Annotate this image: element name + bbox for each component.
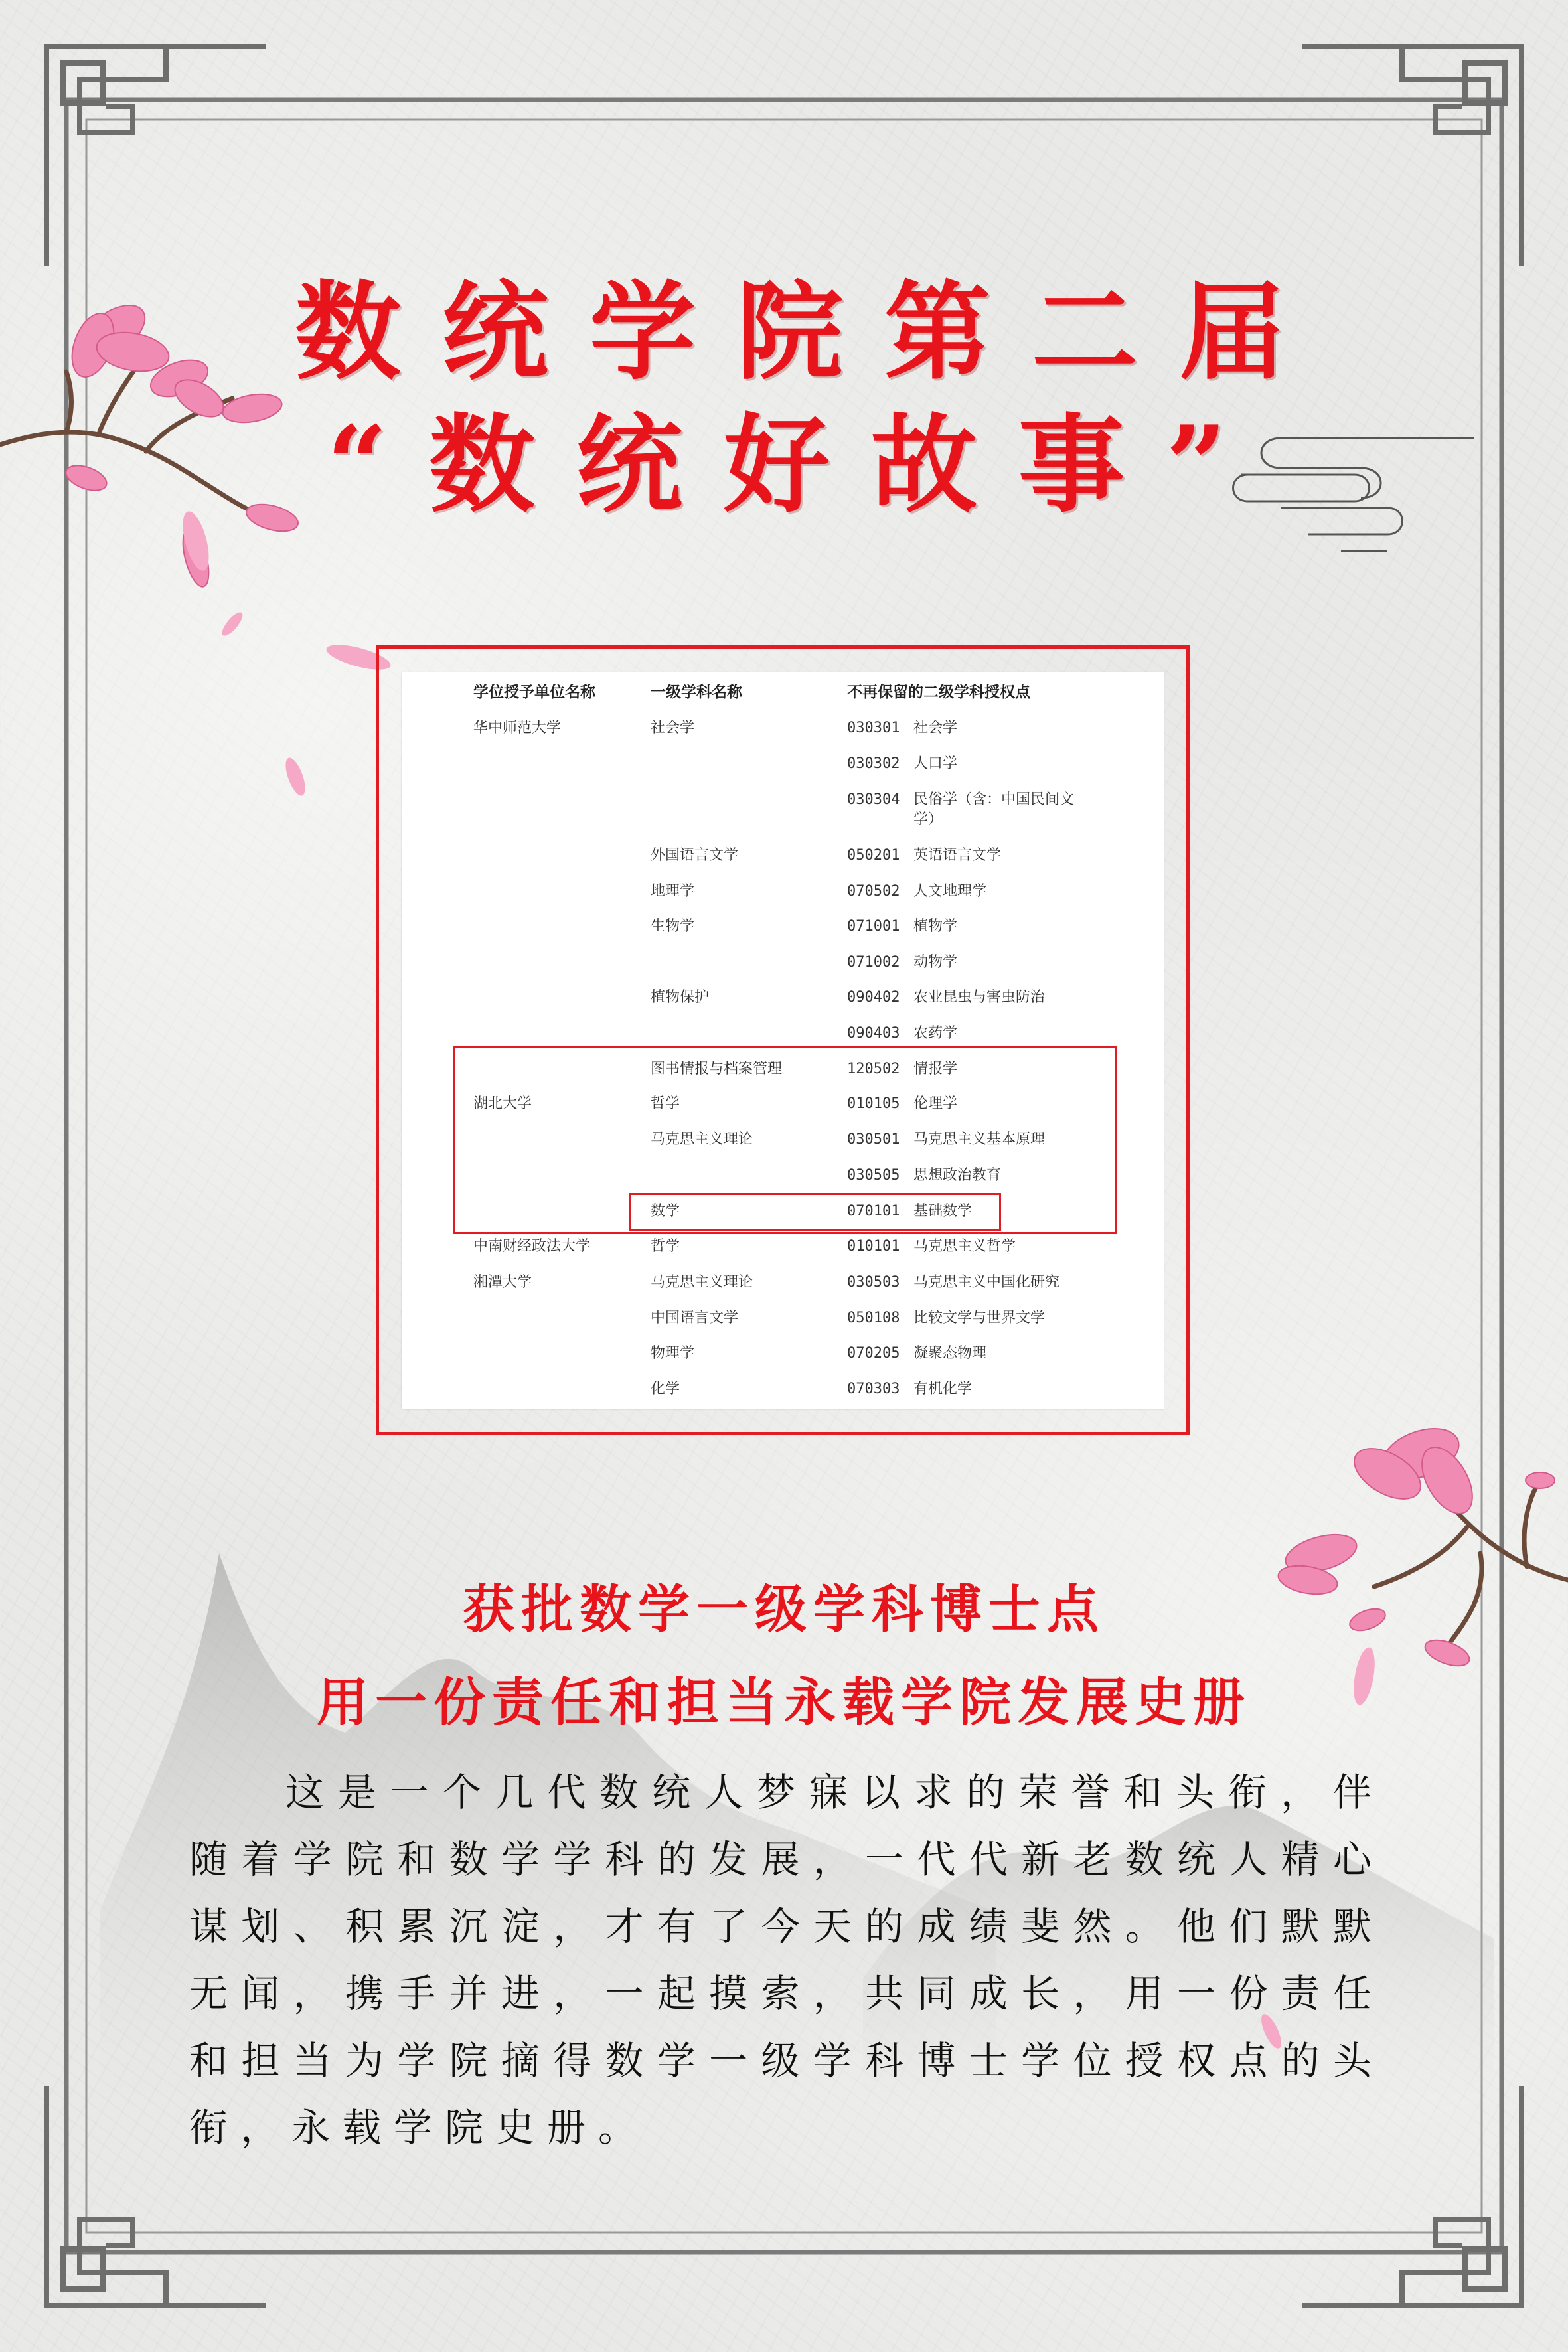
table-cell-unit: 中南财经政法大学 [473,1238,591,1255]
table-cell-name: 社会学 [913,720,958,736]
table-cell-code: 071001 [847,918,900,935]
table-cell-code: 120502 [847,1061,900,1077]
table-cell-name: 英语语言文学 [913,847,1002,864]
table-cell-name: 基础数学 [913,1203,973,1219]
table-cell-name: 马克思主义基本原理 [913,1131,1046,1148]
table-cell-discipline: 化学 [651,1381,680,1397]
petal [219,604,246,644]
table-cell-name: 有机化学 [913,1381,973,1397]
table-cell-discipline: 中国语言文学 [651,1310,739,1326]
poster-title-line2: “数统好故事” [326,402,1269,527]
table-cell-code: 030503 [847,1274,900,1291]
table-cell-discipline: 哲学 [651,1238,680,1255]
table-cell-discipline: 植物保护 [651,989,710,1006]
table-cell-code: 090402 [847,989,900,1006]
table-cell-code: 090403 [847,1025,900,1042]
table-cell-name: 人文地理学 [913,883,987,900]
table-cell-discipline: 哲学 [651,1095,680,1112]
table-cell-name: 农业昆虫与害虫防治 [913,989,1046,1006]
subtitle-line2: 用一份责任和担当永载学院发展史册 [316,1672,1251,1733]
petal [282,750,309,803]
table-cell-code: 030505 [847,1167,900,1184]
table-cell-name: 植物学 [913,918,958,935]
table-cell-name: 思想政治教育 [913,1167,1002,1184]
table-cell-name: 凝聚态物理 [913,1345,987,1362]
table-cell-name: 伦理学 [913,1095,958,1112]
table-cell-code: 070303 [847,1381,900,1397]
table-cell-unit: 华中师范大学 [473,720,562,736]
table-cell-code: 050201 [847,847,900,864]
table-cell-unit: 湘潭大学 [473,1274,532,1291]
table-cell-discipline: 地理学 [651,883,695,900]
math-row-highlight [629,1193,1001,1231]
table-cell-name-cont: 学） [913,811,943,828]
body-paragraph-block [189,1759,1384,2161]
poster-title-line1: 数统学院第二届 [294,270,1326,394]
table-cell-name: 动物学 [913,954,958,971]
table-cell-name: 情报学 [913,1061,958,1077]
table-header-unit: 学位授予单位名称 [473,684,595,701]
table-cell-unit: 湖北大学 [473,1095,532,1112]
table-cell-code: 050108 [847,1310,900,1326]
table-cell-discipline: 外国语言文学 [651,847,739,864]
table-cell-name: 民俗学（含：中国民间文 [913,791,1075,808]
table-cell-discipline: 图书情报与档案管理 [651,1061,783,1077]
discipline-table [402,672,1164,1409]
table-cell-discipline: 数学 [651,1203,680,1219]
table-cell-name: 比较文学与世界文学 [913,1310,1046,1326]
table-cell-discipline: 马克思主义理论 [651,1131,753,1148]
table-cell-name: 人口学 [913,755,958,772]
table-cell-discipline: 马克思主义理论 [651,1274,753,1291]
table-cell-code: 030304 [847,791,900,808]
table-cell-name: 马克思主义哲学 [913,1238,1016,1255]
table-cell-code: 030501 [847,1131,900,1148]
table-cell-discipline: 物理学 [651,1345,695,1362]
table-cell-name: 农药学 [913,1025,958,1042]
subtitle-line1: 获批数学一级学科博士点 [462,1579,1105,1640]
table-header-discipline: 一级学科名称 [651,684,742,701]
body-paragraph: 这是一个几代数统人梦寐以求的荣誉和头衔，伴随着学院和数学学科的发展，一代代新老数统人精心谋划、积累沉淀，才有了今天的成绩斐然。他们默默无闻，携手并进，一起摸索，共同成长，用一份责任和担当为学院摘得数学一级学科博士学位授权点的头衔，永载学院史册。 [189,1770,1384,2150]
table-cell-code: 030301 [847,720,900,736]
table-cell-discipline: 生物学 [651,918,695,935]
table-cell-code: 030302 [847,755,900,772]
table-header-subdiscipline: 不再保留的二级学科授权点 [847,684,1030,701]
table-cell-discipline: 社会学 [651,720,695,736]
table-cell-code: 070205 [847,1345,900,1362]
table-cell-code: 071002 [847,954,900,971]
table-cell-code: 010101 [847,1238,900,1255]
table-cell-code: 070101 [847,1203,900,1219]
table-cell-code: 070502 [847,883,900,900]
table-cell-code: 010105 [847,1095,900,1112]
table-cell-name: 马克思主义中国化研究 [913,1274,1060,1291]
